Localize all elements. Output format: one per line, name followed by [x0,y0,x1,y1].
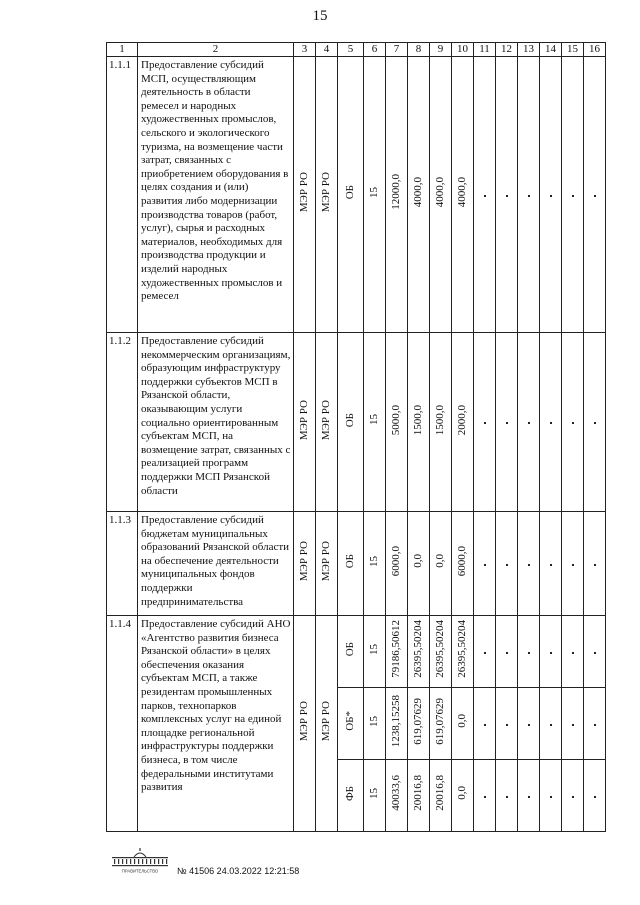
empty-cell [518,616,540,688]
code-cell: 15 [364,688,386,760]
empty-cell [518,760,540,832]
year2-cell: 20016,8 [430,760,452,832]
table-header-row [107,43,606,57]
table-row [107,57,606,333]
year1-cell: 619,07629 [408,688,430,760]
source-cell: ОБ* [338,688,364,760]
header-cell: 11 [474,43,496,57]
dash-mark [550,724,552,726]
header-cell: 4 [316,43,338,57]
dash-mark [506,564,508,566]
empty-cell [584,688,606,760]
table-row [107,333,606,512]
header-cell: 13 [518,43,540,57]
dash-mark [594,422,596,424]
coexecutor-cell: МЭР РО [316,57,338,333]
table-row [107,616,606,688]
empty-cell [562,616,584,688]
header-cell: 8 [408,43,430,57]
empty-cell [474,57,496,333]
header-cell: 1 [107,43,138,57]
dash-mark [594,724,596,726]
header-cell: 5 [338,43,364,57]
empty-cell [562,57,584,333]
dash-mark [484,652,486,654]
year2-cell: 4000,0 [430,57,452,333]
dash-mark [572,422,574,424]
empty-cell [540,57,562,333]
dash-mark [572,724,574,726]
empty-cell [562,688,584,760]
code-cell: 15 [364,512,386,616]
year1-cell: 0,0 [408,512,430,616]
row-description: Предоставление субсидий АНО «Агентство развития бизнеса Рязанской области» в целях обеспечения оказания субъектам МСП, а также резидентам промышленных парков, технопарков комплексных услуг на единой площадке региональной инфраструктуры поддержки бизнеса, в том числе федеральными институтами развития [138,616,294,832]
registration-stamp: № 41506 24.03.2022 12:21:58 [177,866,300,876]
dash-mark [528,422,530,424]
empty-cell [496,688,518,760]
empty-cell [496,616,518,688]
year3-cell: 26395,50204 [452,616,474,688]
year2-cell: 0,0 [430,512,452,616]
dash-mark [594,796,596,798]
empty-cell [518,512,540,616]
dash-mark [484,564,486,566]
executor-cell: МЭР РО [294,616,316,832]
header-cell: 6 [364,43,386,57]
year3-cell: 2000,0 [452,333,474,512]
total-cell: 1238,15258 [386,688,408,760]
empty-cell [540,760,562,832]
dash-mark [550,422,552,424]
empty-cell [496,512,518,616]
code-cell: 15 [364,616,386,688]
svg-text:ПРАВИТЕЛЬСТВО: ПРАВИТЕЛЬСТВО [121,868,159,874]
dash-mark [572,652,574,654]
dash-mark [594,195,596,197]
code-cell: 15 [364,760,386,832]
source-cell: ОБ [338,333,364,512]
total-cell: 5000,0 [386,333,408,512]
total-cell: 6000,0 [386,512,408,616]
header-cell: 10 [452,43,474,57]
header-cell: 9 [430,43,452,57]
dash-mark [550,564,552,566]
code-cell: 15 [364,333,386,512]
empty-cell [540,616,562,688]
source-cell: ФБ [338,760,364,832]
row-description: Предоставление субсидий некоммерческим организациям, образующим инфраструктуру поддержки субъектов МСП в Рязанской области, оказывающим услуги социально ориентированным субъектам МСП, на возмещение затрат, связанных с реализацией программ поддержки МСП Рязанской области [138,333,294,512]
empty-cell [584,333,606,512]
year3-cell: 0,0 [452,688,474,760]
coexecutor-cell: МЭР РО [316,333,338,512]
empty-cell [540,512,562,616]
row-number: 1.1.3 [107,512,138,616]
header-cell: 2 [138,43,294,57]
dash-mark [506,652,508,654]
year3-cell: 6000,0 [452,512,474,616]
executor-cell: МЭР РО [294,333,316,512]
dash-mark [506,724,508,726]
dash-mark [484,195,486,197]
page-number: 15 [312,8,328,24]
empty-cell [584,760,606,832]
dash-mark [506,796,508,798]
empty-cell [584,57,606,333]
dash-mark [484,796,486,798]
executor-cell: МЭР РО [294,512,316,616]
year2-cell: 1500,0 [430,333,452,512]
empty-cell [540,333,562,512]
empty-cell [584,616,606,688]
header-cell: 12 [496,43,518,57]
empty-cell [562,760,584,832]
code-cell: 15 [364,57,386,333]
empty-cell [562,512,584,616]
year1-cell: 1500,0 [408,333,430,512]
row-description: Предоставление субсидий бюджетам муниципальных образований Рязанской области на обеспечение деятельности муниципальных фондов поддержки предпринимательства [138,512,294,616]
year2-cell: 26395,50204 [430,616,452,688]
building-icon [110,848,170,874]
empty-cell [518,688,540,760]
empty-cell [474,760,496,832]
row-number: 1.1.4 [107,616,138,832]
year3-cell: 0,0 [452,760,474,832]
coexecutor-cell: МЭР РО [316,512,338,616]
empty-cell [518,333,540,512]
total-cell: 79186,50612 [386,616,408,688]
dash-mark [594,564,596,566]
dash-mark [572,564,574,566]
dash-mark [550,652,552,654]
dash-mark [506,422,508,424]
empty-cell [474,688,496,760]
dash-mark [572,195,574,197]
empty-cell [584,512,606,616]
dash-mark [550,796,552,798]
year2-cell: 619,07629 [430,688,452,760]
empty-cell [496,57,518,333]
dash-mark [528,652,530,654]
dash-mark [550,195,552,197]
empty-cell [518,57,540,333]
empty-cell [474,616,496,688]
year3-cell: 4000,0 [452,57,474,333]
header-cell: 7 [386,43,408,57]
year1-cell: 26395,50204 [408,616,430,688]
total-cell: 40033,6 [386,760,408,832]
source-cell: ОБ [338,512,364,616]
empty-cell [496,760,518,832]
header-cell: 16 [584,43,606,57]
dash-mark [528,796,530,798]
row-number: 1.1.1 [107,57,138,333]
row-description: Предоставление субсидий МСП, осуществляющим деятельность в области ремесел и народных художественных промыслов, сельского и экологического туризма, на возмещение части затрат, связанных с приобретением оборудования в целях создания и (или) развития либо модернизации производства товаров (работ, услуг), сырья и расходных материалов, необходимых для производства продукции и изделий народных художественных промыслов и ремесел [138,57,294,333]
source-cell: ОБ [338,57,364,333]
empty-cell [474,512,496,616]
program-table [106,42,606,832]
dash-mark [484,724,486,726]
header-cell: 15 [562,43,584,57]
empty-cell [562,333,584,512]
total-cell: 12000,0 [386,57,408,333]
executor-cell: МЭР РО [294,57,316,333]
dash-mark [506,195,508,197]
empty-cell [474,333,496,512]
coexecutor-cell: МЭР РО [316,616,338,832]
government-building-logo [110,848,170,879]
year1-cell: 4000,0 [408,57,430,333]
dash-mark [528,195,530,197]
header-cell: 3 [294,43,316,57]
header-cell: 14 [540,43,562,57]
empty-cell [496,333,518,512]
empty-cell [540,688,562,760]
year1-cell: 20016,8 [408,760,430,832]
source-cell: ОБ [338,616,364,688]
dash-mark [528,564,530,566]
dash-mark [572,796,574,798]
dash-mark [594,652,596,654]
dash-mark [528,724,530,726]
row-number: 1.1.2 [107,333,138,512]
table-row [107,512,606,616]
dash-mark [484,422,486,424]
